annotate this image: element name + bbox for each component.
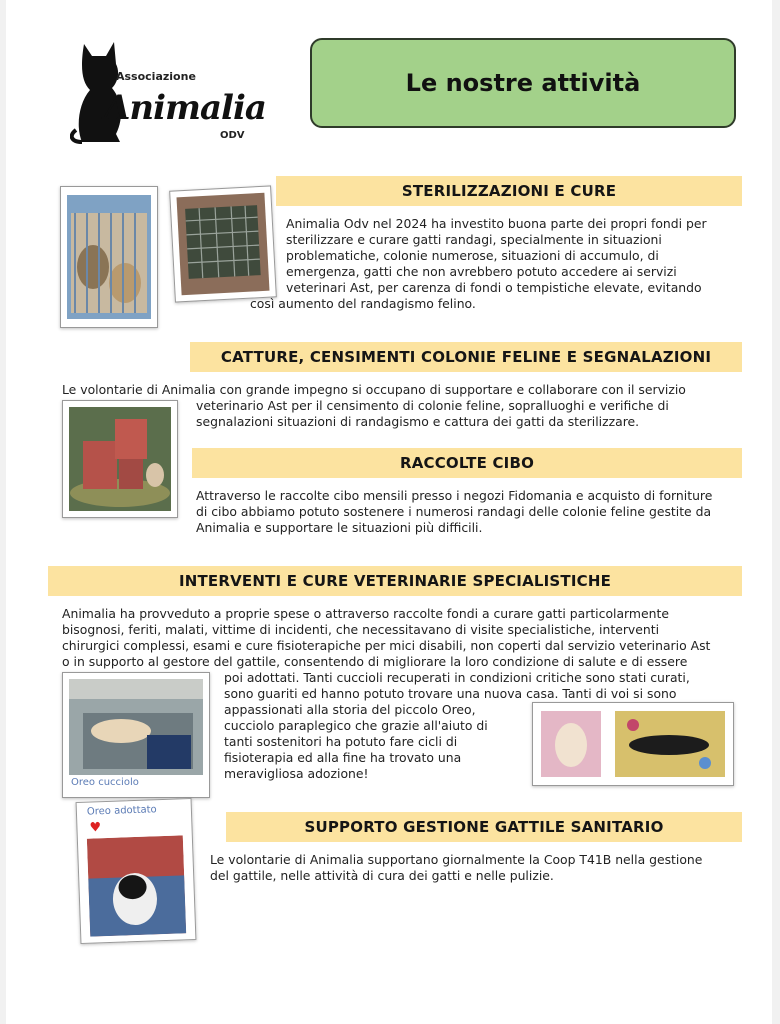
text-line: cucciolo paraplegico che grazie all'aiuto di: [224, 718, 488, 733]
text-line: sono guariti ed hanno potuto trovare una nuova casa. Tanti di voi si sono: [224, 686, 677, 701]
section-text-catture-first: Le volontarie di Animalia con grande impegno si occupano di supportare e collaborare con il servizio: [62, 382, 686, 397]
logo-name: Animalia: [104, 88, 266, 128]
caption-oreo-adopted: Oreo adottato: [86, 804, 157, 818]
section-text-sterilizzazioni-last: così aumento del randagismo felino.: [250, 296, 476, 311]
photo-cats-in-carrier: [60, 186, 158, 328]
text-line: di cibo abbiamo potuto sostenere i numerosi randagi delle colonie feline gestite da: [196, 504, 712, 519]
text-line: fisioterapia ed alla fine ha trovato una: [224, 750, 462, 765]
text-line: tanti sostenitori ha potuto fare cicli di: [224, 734, 458, 749]
section-text-interventi-wrap: [224, 670, 734, 702]
text-line: chirurgici complessi, esami e cure fisioterapiche per mici disabili, non coperti dal servizio veterinario Ast: [62, 638, 711, 653]
section-heading-sterilizzazioni: STERILIZZAZIONI E CURE: [276, 176, 742, 206]
text-line: veterinario Ast per il censimento di colonie feline, sopralluoghi e verifiche di: [196, 398, 669, 413]
photo-oreo-adopted: [76, 798, 197, 944]
section-text-interventi-oreo: [224, 702, 520, 782]
logo-association-label: Associazione: [116, 70, 196, 83]
text-line: appassionati alla storia del piccolo Oreo,: [224, 702, 476, 717]
section-text-sterilizzazioni: [286, 216, 738, 296]
text-line: Animalia e supportare le situazioni più difficili.: [196, 520, 483, 535]
text-line: bisognosi, feriti, malati, vittime di incidenti, che necessitavano di visite specialistiche, interventi: [62, 622, 660, 637]
text-line: meravigliosa adozione!: [224, 766, 369, 781]
photo-oreo-therapy: [532, 702, 734, 786]
text-line: o in supporto al gestore del gattile, consentendo di migliorare la loro condizione di salute e di essere: [62, 654, 688, 669]
section-text-interventi: [62, 606, 742, 670]
flyer-page: [6, 0, 772, 1024]
text-line: del gattile, nelle attività di cura dei gatti e nelle pulizie.: [210, 868, 554, 883]
section-heading-interventi: INTERVENTI E CURE VETERINARIE SPECIALISTICHE: [48, 566, 742, 596]
section-text-raccolte: [196, 488, 740, 536]
page-title-box: [310, 38, 736, 128]
text-line: Le volontarie di Animalia supportano giornalmente la Coop T41B nella gestione: [210, 852, 703, 867]
association-logo: [70, 38, 266, 148]
section-heading-raccolte: RACCOLTE CIBO: [192, 448, 742, 478]
caption-oreo-puppy: Oreo cucciolo: [71, 777, 139, 788]
text-line: segnalazioni situazioni di randagismo e cattura dei gatti da sterilizzare.: [196, 414, 640, 429]
heart-icon: ♥: [89, 820, 102, 836]
photo-food-donations: [62, 400, 178, 518]
text-line: veterinari Ast, per carenza di fondi o tempistiche elevate, evitando: [286, 280, 702, 295]
text-line: Attraverso le raccolte cibo mensili presso i negozi Fidomania e acquisto di forniture: [196, 488, 713, 503]
photo-trap-cage: [169, 185, 277, 302]
photo-oreo-puppy: [62, 672, 210, 798]
section-text-gattile: [210, 852, 740, 884]
text-line: emergenza, gatti che non avrebbero potuto accedere ai servizi: [286, 264, 677, 279]
text-line: Animalia Odv nel 2024 ha investito buona parte dei propri fondi per: [286, 216, 707, 231]
logo-suffix: ODV: [220, 130, 245, 141]
section-heading-gattile: SUPPORTO GESTIONE GATTILE SANITARIO: [226, 812, 742, 842]
text-line: problematiche, colonie numerose, situazioni di accumulo, di: [286, 248, 659, 263]
section-heading-catture: CATTURE, CENSIMENTI COLONIE FELINE E SEGNALAZIONI: [190, 342, 742, 372]
text-line: sterilizzare e curare gatti randagi, specialmente in situazioni: [286, 232, 662, 247]
page-title: Le nostre attività: [405, 69, 641, 97]
section-text-catture: [196, 398, 740, 430]
text-line: Animalia ha provveduto a proprie spese o attraverso raccolte fondi a curare gatti particolarmente: [62, 606, 669, 621]
text-line: poi adottati. Tanti cuccioli recuperati in condizioni critiche sono stati curati,: [224, 670, 690, 685]
